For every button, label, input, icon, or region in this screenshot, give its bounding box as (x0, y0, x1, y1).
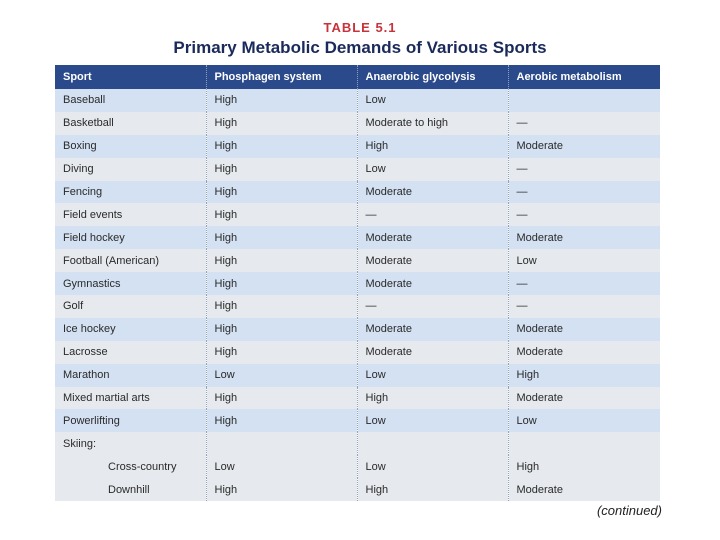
aerobic-cell: — (508, 295, 660, 318)
phosphagen-cell: High (206, 203, 357, 226)
sport-cell: Downhill (55, 478, 206, 501)
table-row (55, 158, 660, 181)
phosphagen-cell: High (206, 478, 357, 501)
metabolic-demands-table (55, 65, 660, 501)
sport-cell: Cross-country (55, 455, 206, 478)
aerobic-cell: Moderate (508, 135, 660, 158)
phosphagen-cell: High (206, 135, 357, 158)
column-header-phosphagen: Phosphagen system (206, 65, 357, 89)
sport-cell: Golf (55, 295, 206, 318)
aerobic-cell: Low (508, 249, 660, 272)
column-header-sport: Sport (55, 65, 206, 89)
aerobic-cell: Moderate (508, 318, 660, 341)
anaerobic-cell: Low (357, 89, 508, 112)
anaerobic-cell: Moderate (357, 272, 508, 295)
phosphagen-cell: High (206, 181, 357, 204)
phosphagen-cell (206, 432, 357, 455)
anaerobic-cell: Moderate (357, 318, 508, 341)
aerobic-cell: — (508, 112, 660, 135)
table-number-label: TABLE 5.1 (323, 20, 397, 35)
continued-note: (continued) (596, 503, 662, 518)
anaerobic-cell: High (357, 478, 508, 501)
anaerobic-cell (357, 432, 508, 455)
aerobic-cell: — (508, 272, 660, 295)
table-header-row (55, 65, 660, 89)
anaerobic-cell: Low (357, 364, 508, 387)
sport-cell: Skiing: (55, 432, 206, 455)
table-row (55, 364, 660, 387)
sport-cell: Field hockey (55, 226, 206, 249)
anaerobic-cell: Low (357, 158, 508, 181)
table-row (55, 432, 660, 455)
aerobic-cell: — (508, 181, 660, 204)
table-row (55, 272, 660, 295)
sport-cell: Lacrosse (55, 341, 206, 364)
anaerobic-cell: Moderate (357, 341, 508, 364)
anaerobic-cell: Low (357, 455, 508, 478)
anaerobic-cell: — (357, 203, 508, 226)
sport-cell: Fencing (55, 181, 206, 204)
aerobic-cell: Moderate (508, 341, 660, 364)
aerobic-cell: — (508, 158, 660, 181)
table-row (55, 478, 660, 501)
sport-cell: Boxing (55, 135, 206, 158)
sport-cell: Field events (55, 203, 206, 226)
aerobic-cell (508, 89, 660, 112)
table-row (55, 249, 660, 272)
phosphagen-cell: High (206, 89, 357, 112)
aerobic-cell (508, 432, 660, 455)
phosphagen-cell: High (206, 272, 357, 295)
column-header-anaerobic: Anaerobic glycolysis (357, 65, 508, 89)
aerobic-cell: High (508, 455, 660, 478)
table-row (55, 409, 660, 432)
phosphagen-cell: Low (206, 455, 357, 478)
table-row (55, 455, 660, 478)
sport-cell: Marathon (55, 364, 206, 387)
column-header-aerobic: Aerobic metabolism (508, 65, 660, 89)
sport-cell: Mixed martial arts (55, 387, 206, 410)
anaerobic-cell: Moderate to high (357, 112, 508, 135)
sport-cell: Ice hockey (55, 318, 206, 341)
phosphagen-cell: High (206, 112, 357, 135)
phosphagen-cell: High (206, 158, 357, 181)
table-row (55, 112, 660, 135)
table-row (55, 181, 660, 204)
anaerobic-cell: Moderate (357, 181, 508, 204)
aerobic-cell: Low (508, 409, 660, 432)
anaerobic-cell: — (357, 295, 508, 318)
table-title: Primary Metabolic Demands of Various Sports (173, 38, 547, 57)
aerobic-cell: Moderate (508, 387, 660, 410)
table-row (55, 226, 660, 249)
aerobic-cell: Moderate (508, 226, 660, 249)
table-row (55, 295, 660, 318)
aerobic-cell: — (508, 203, 660, 226)
sport-cell: Baseball (55, 89, 206, 112)
phosphagen-cell: High (206, 409, 357, 432)
anaerobic-cell: High (357, 387, 508, 410)
phosphagen-cell: High (206, 249, 357, 272)
table-row (55, 341, 660, 364)
anaerobic-cell: Low (357, 409, 508, 432)
table-row (55, 318, 660, 341)
sport-cell: Powerlifting (55, 409, 206, 432)
table-row (55, 135, 660, 158)
phosphagen-cell: Low (206, 364, 357, 387)
phosphagen-cell: High (206, 341, 357, 364)
table-row (55, 387, 660, 410)
anaerobic-cell: Moderate (357, 226, 508, 249)
phosphagen-cell: High (206, 387, 357, 410)
phosphagen-cell: High (206, 226, 357, 249)
anaerobic-cell: High (357, 135, 508, 158)
table-row (55, 203, 660, 226)
anaerobic-cell: Moderate (357, 249, 508, 272)
aerobic-cell: High (508, 364, 660, 387)
sport-cell: Basketball (55, 112, 206, 135)
sport-cell: Football (American) (55, 249, 206, 272)
table-row (55, 89, 660, 112)
aerobic-cell: Moderate (508, 478, 660, 501)
phosphagen-cell: High (206, 295, 357, 318)
phosphagen-cell: High (206, 318, 357, 341)
sport-cell: Gymnastics (55, 272, 206, 295)
sport-cell: Diving (55, 158, 206, 181)
